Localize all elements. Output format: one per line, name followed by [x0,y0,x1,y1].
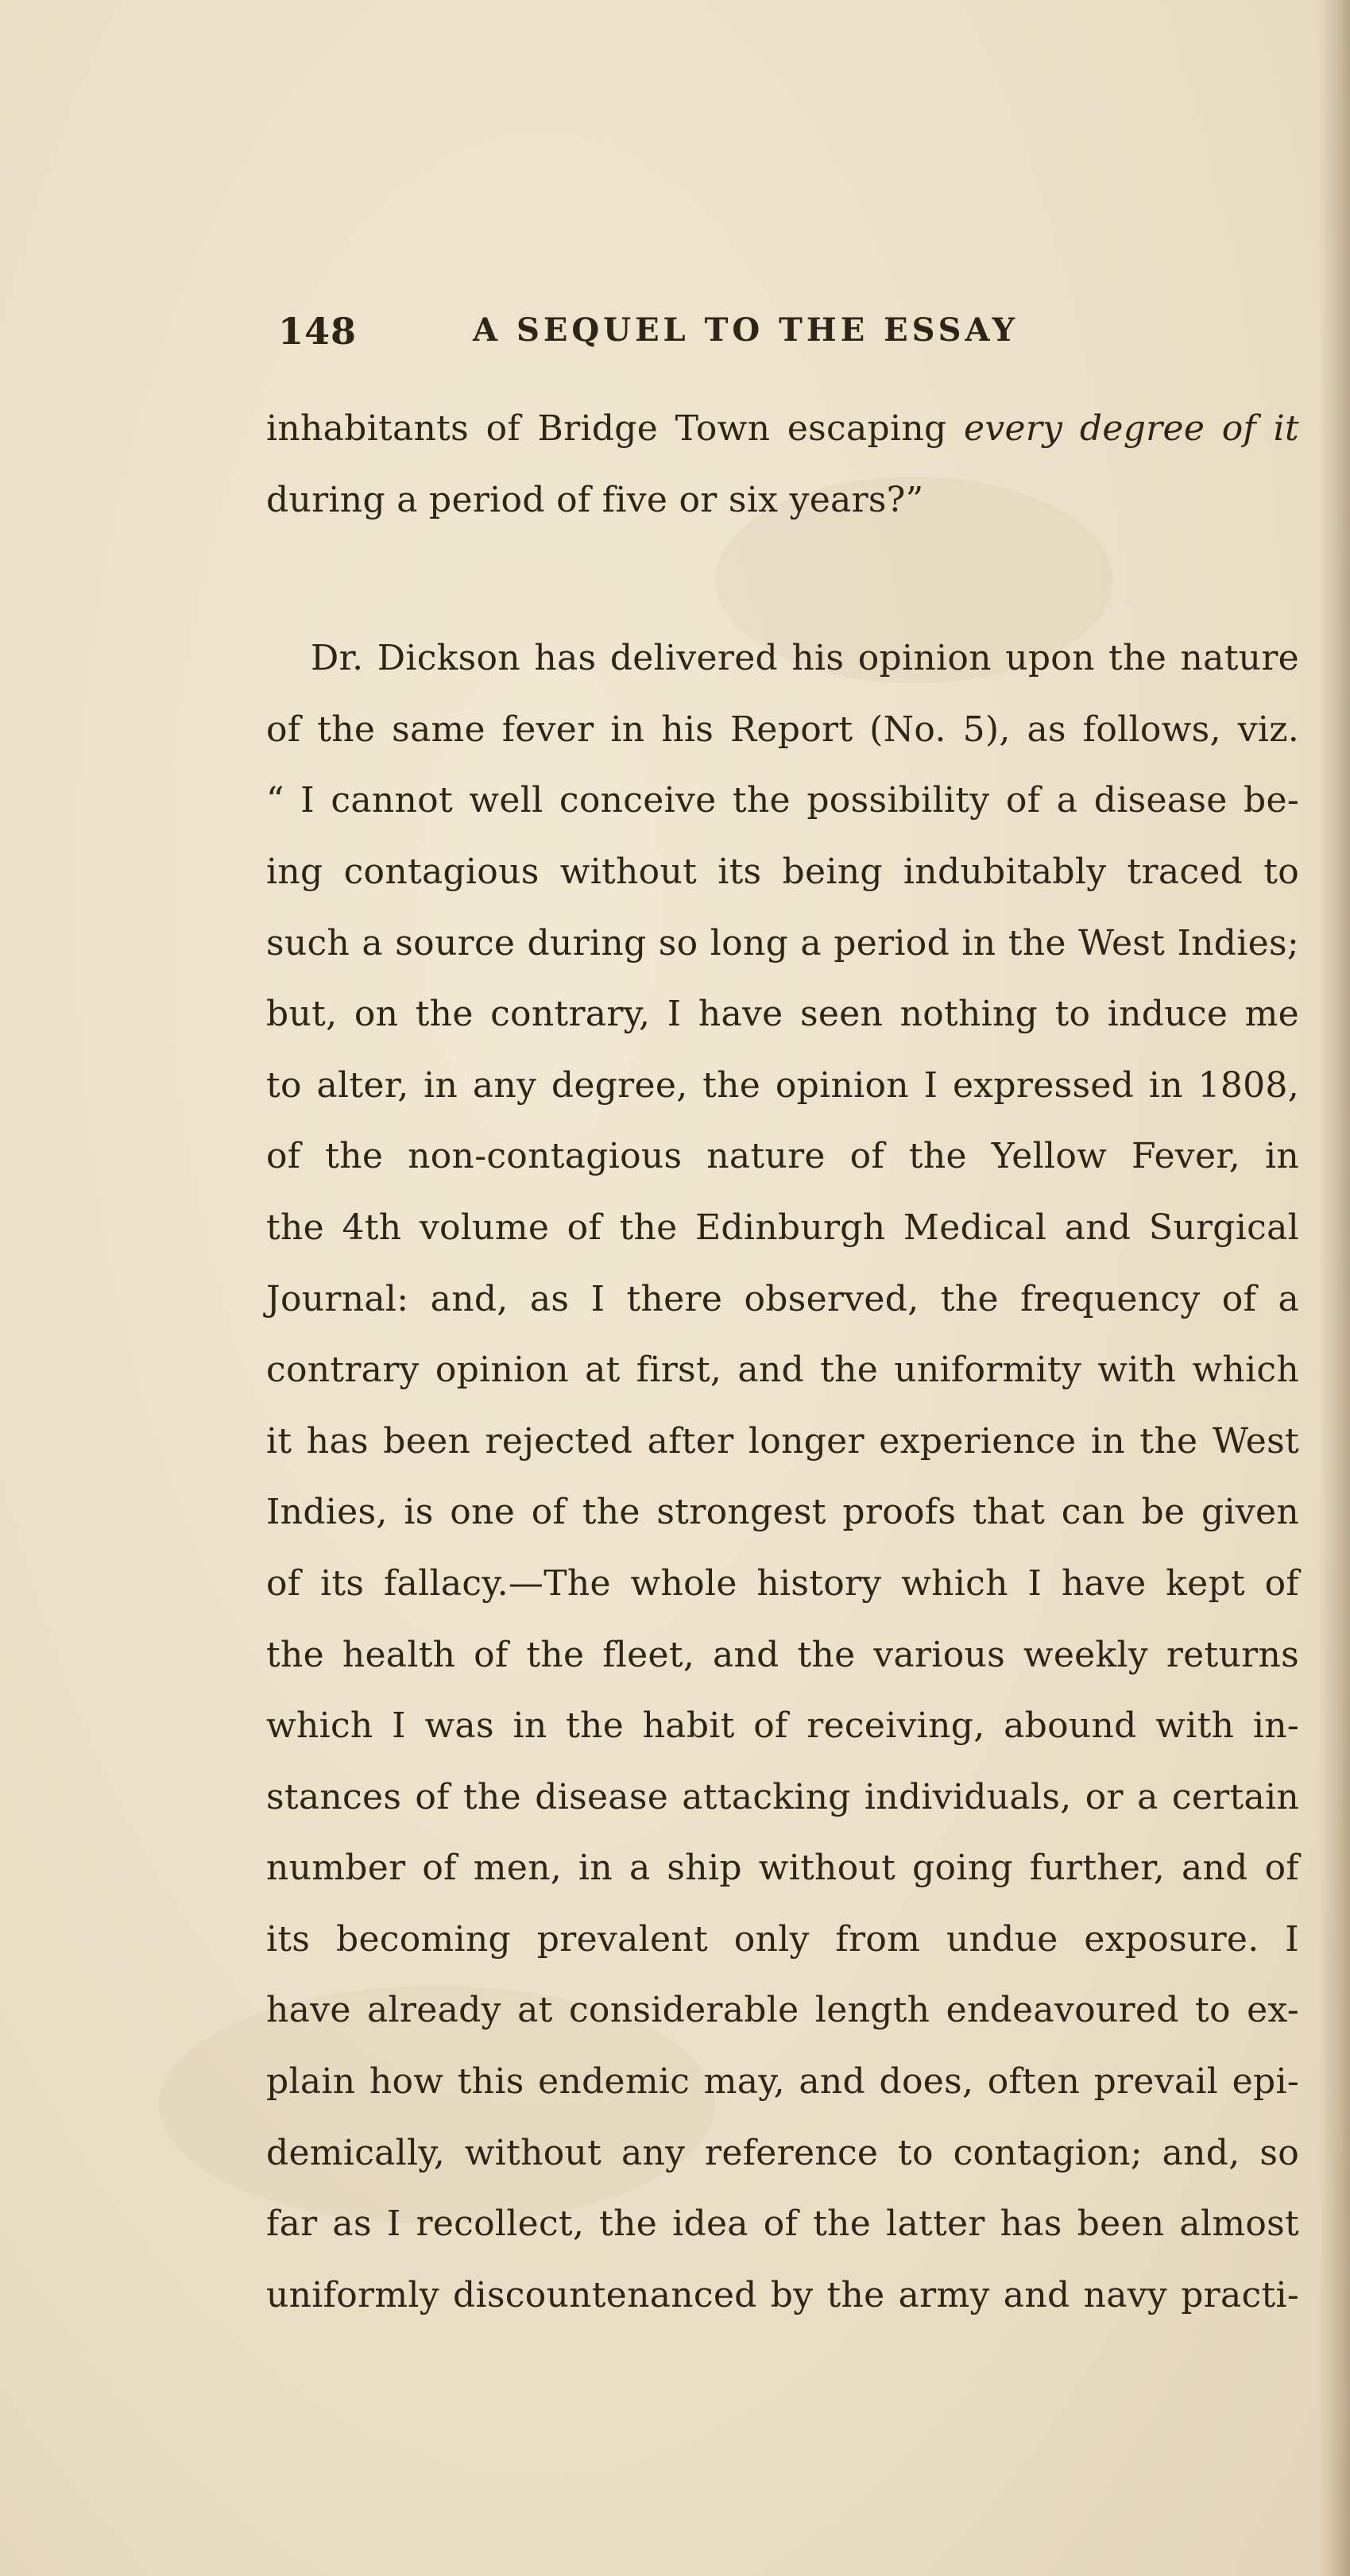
text-line: such a source during so long a period in the West Indies; [266,922,1299,964]
running-title: A SEQUEL TO THE ESSAY [473,311,1019,349]
text-line [266,393,1299,465]
text-line: the 4th volume of the Edinburgh Medical and Surgical [266,1207,1299,1248]
text-line: it has been rejected after longer experience in the West [266,1420,1299,1462]
paragraph-gap [266,535,1299,623]
paragraph-2 [266,623,1299,2331]
text-line: Indies, is one of the strongest proofs that can be given [266,1492,1299,1533]
text-line: uniformly discountenanced by the army and navy practi- [266,2274,1299,2315]
page-edge-shadow [1318,0,1350,2576]
text-line: Dr. Dickson has delivered his opinion upon the nature [311,638,1299,679]
italic-text: every degree of it [964,408,1299,449]
page-number: 148 [278,310,358,353]
text-line: number of men, in a ship without going further, and of [266,1848,1299,1889]
text-span: inhabitants of Bridge Town escaping [266,408,965,449]
paragraph-1 [266,393,1299,535]
text-line: contrary opinion at first, and the uniformity with which [266,1350,1299,1391]
text-line: ing contagious without its being indubitably traced to [266,851,1299,892]
text-line: Journal: and, as I there observed, the frequency of a [266,1278,1299,1319]
body-text [266,393,1299,2331]
text-line: of the same fever in his Report (No. 5), as follows, viz. [266,709,1299,750]
text-line: of the non-contagious nature of the Yellow Fever, in [266,1136,1299,1177]
text-span: during a period of five or six years?” [266,479,924,520]
text-line: the health of the fleet, and the various weekly returns [266,1634,1299,1675]
text-line [266,465,1299,536]
text-line: plain how this endemic may, and does, often prevail epi- [266,2061,1299,2103]
text-line: but, on the contrary, I have seen nothing to induce me [266,994,1299,1035]
text-line: far as I recollect, the idea of the latter has been almost [266,2203,1299,2245]
text-line: stances of the disease attacking individuals, or a certain [266,1776,1299,1817]
text-line: of its fallacy.—The whole history which I have kept of [266,1562,1299,1604]
text-line: “ I cannot well conceive the possibility of a disease be- [266,780,1299,821]
text-line: which I was in the habit of receiving, abound with in- [266,1705,1299,1747]
text-line: its becoming prevalent only from undue exposure. I [266,1918,1299,1960]
text-line: to alter, in any degree, the opinion I expressed in 1808, [266,1064,1299,1106]
text-line: have already at considerable length endeavoured to ex- [266,1990,1299,2031]
text-line: demically, without any reference to contagion; and, so [266,2132,1299,2173]
running-head [278,310,1112,365]
